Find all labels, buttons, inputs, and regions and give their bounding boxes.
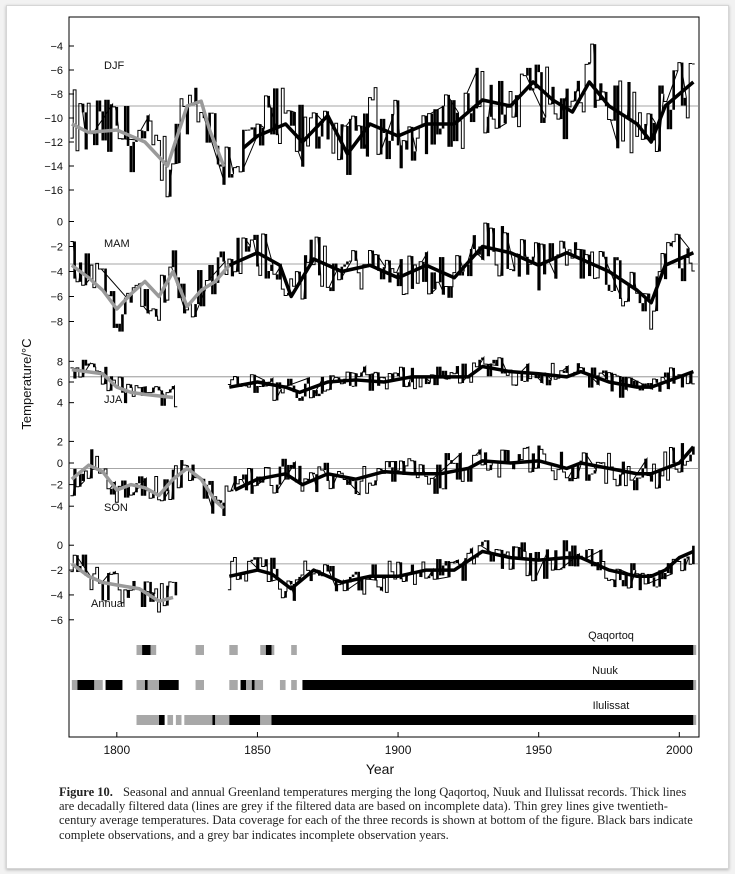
year-bar (442, 488, 445, 489)
year-bar (256, 386, 259, 393)
panel-label: MAM (104, 238, 130, 250)
year-bar (461, 271, 464, 275)
coverage-segment (167, 715, 173, 725)
year-bar (220, 251, 223, 257)
y-axis-label: Temperature/°C (19, 338, 34, 430)
coverage-segment (77, 680, 94, 690)
year-bar (118, 324, 121, 332)
coverage-segment (159, 680, 179, 690)
year-bar (453, 463, 456, 464)
x-tick-label: 2000 (665, 743, 693, 757)
year-bar (622, 377, 625, 398)
year-bar (298, 398, 301, 401)
panel-label: SON (104, 502, 128, 514)
panel-son (50, 436, 699, 516)
y-tick-label: −6 (50, 65, 63, 77)
year-bar (670, 110, 673, 129)
y-tick-label: −4 (50, 41, 63, 53)
year-bar (447, 453, 450, 460)
coverage-segment (106, 680, 123, 690)
year-bar (509, 269, 512, 270)
coverage-segment (142, 645, 150, 655)
coverage-segment (342, 645, 694, 655)
year-bar (447, 287, 450, 298)
year-bar (388, 462, 391, 468)
year-bar (101, 111, 104, 140)
x-tick-label: 1900 (384, 743, 412, 757)
panel-label: JJA (104, 394, 123, 406)
x-tick-label: 1950 (525, 743, 553, 757)
year-bar (481, 542, 484, 546)
year-bar (85, 360, 88, 366)
year-bar (526, 68, 529, 76)
year-bar (543, 561, 546, 579)
figure-caption (59, 785, 699, 842)
panel-mam (50, 217, 699, 332)
year-bar (352, 386, 355, 387)
year-bar (262, 128, 265, 146)
y-tick-label: 2 (56, 436, 63, 449)
year-bar (251, 560, 254, 562)
year-bar (641, 303, 644, 311)
year-bar (689, 455, 692, 462)
year-bar (110, 104, 113, 152)
year-bar (571, 546, 574, 567)
year-bar (436, 465, 439, 494)
y-tick-label: −4 (50, 501, 63, 514)
coverage-segment (137, 715, 160, 725)
coverage-segment (280, 680, 286, 690)
year-bar (211, 113, 214, 114)
year-bar (259, 386, 262, 387)
year-bar (144, 289, 147, 306)
year-bar (355, 572, 358, 575)
year-bar (504, 450, 507, 462)
year-bar (267, 271, 270, 279)
coverage-segment (266, 645, 272, 655)
figure-frame (6, 5, 729, 869)
coverage-segment (260, 715, 271, 725)
year-bar (622, 580, 625, 586)
coverage-segment (693, 680, 696, 690)
coverage-segment (196, 680, 204, 690)
coverage-segment (94, 680, 102, 690)
year-bar (130, 146, 133, 172)
y-tick-label: −10 (44, 113, 63, 125)
year-bar (501, 81, 504, 115)
year-bar (692, 63, 695, 64)
y-tick-label: −4 (50, 589, 63, 602)
year-bar (253, 235, 256, 240)
year-bar (138, 476, 141, 483)
coverage-segment (229, 680, 237, 690)
coverage-segment (272, 715, 694, 725)
year-bar (431, 272, 434, 293)
coverage-segment (291, 645, 297, 655)
year-bar (537, 552, 540, 559)
x-tick-label: 1850 (244, 743, 271, 757)
year-bar (594, 368, 597, 376)
year-bar (242, 474, 245, 479)
year-bar (540, 72, 543, 123)
year-bar (684, 258, 687, 281)
year-bar (568, 478, 571, 481)
year-bar (329, 287, 332, 291)
figure-label: Figure 10. (59, 785, 113, 799)
coverage-label: Qaqortoq (588, 630, 634, 642)
year-bar (208, 481, 211, 485)
year-bar (608, 285, 611, 291)
year-bar (132, 142, 135, 172)
year-bar (473, 108, 476, 122)
year-bar (172, 250, 175, 267)
panel-djf (44, 41, 699, 197)
year-step-line (70, 443, 689, 516)
year-bar (639, 478, 642, 479)
year-bar (163, 398, 166, 406)
year-bar (672, 70, 675, 109)
y-tick-label: 6 (56, 377, 63, 389)
caption-text: Seasonal and annual Greenland temperatures merging the long Qaqortoq, Nuuk and Ilulissat records. Thick lines are decadally filtered data (lines are grey if the filtered data are based on incomplete data). Thin grey lines give twentieth-century average temperatures. Data coverage for each of the three records is shown at bottom of the figure. Black bars indicate complete observations, and a grey bar indicates incomplete observation years. (59, 785, 693, 842)
year-bar (110, 291, 113, 296)
year-bar (85, 253, 88, 285)
coverage-segment (184, 715, 212, 725)
year-bar (549, 380, 552, 386)
coverage-segment (148, 680, 159, 690)
year-bar (470, 113, 473, 122)
year-bar (439, 559, 442, 575)
coverage-segment (159, 715, 165, 725)
year-bar (197, 270, 200, 304)
year-bar (253, 557, 256, 560)
year-bar (439, 465, 442, 489)
year-bar (681, 268, 684, 281)
year-bar (678, 234, 681, 268)
year-bar (93, 134, 96, 146)
y-tick-label: −8 (50, 89, 63, 101)
year-bar (276, 274, 279, 279)
y-tick-label: −2 (50, 479, 63, 492)
year-bar (172, 582, 175, 583)
year-bar (146, 581, 149, 582)
y-tick-label: 0 (56, 216, 63, 229)
y-tick-label: 0 (56, 458, 63, 470)
y-tick-label: −2 (50, 565, 63, 578)
year-bar (464, 364, 467, 377)
coverage-segment (151, 645, 157, 655)
coverage-segment (255, 680, 263, 690)
year-bar (588, 474, 591, 480)
year-bar (116, 324, 119, 328)
coverage-segment (241, 680, 247, 690)
year-bar (251, 127, 254, 129)
year-bar (591, 474, 594, 475)
year-bar (175, 582, 178, 595)
year-bar (549, 243, 552, 260)
year-bar (352, 575, 355, 577)
coverage-segment (246, 680, 252, 690)
coverage-segment (196, 645, 204, 655)
year-bar (636, 478, 639, 491)
year-bar (343, 265, 346, 267)
coverage-segment (176, 715, 182, 725)
year-bar (121, 314, 124, 331)
year-bar (388, 141, 391, 159)
year-bar (613, 85, 616, 120)
year-bar (248, 246, 251, 251)
year-bar (563, 540, 566, 568)
panel-label: DJF (104, 60, 125, 72)
year-bar (214, 283, 217, 294)
year-bar (447, 95, 450, 147)
coverage-segment (302, 680, 693, 690)
year-bar (543, 117, 546, 122)
y-tick-label: 0 (56, 540, 63, 553)
coverage-segment (260, 645, 266, 655)
year-bar (661, 85, 664, 93)
year-bar (273, 558, 276, 569)
coverage-ilulissat (137, 700, 697, 725)
year-bar (580, 249, 583, 278)
panel-annual (50, 540, 699, 627)
year-bar (445, 561, 448, 565)
year-bar (611, 291, 614, 292)
year-bar (124, 481, 127, 498)
year-bar (107, 573, 110, 600)
year-bar (616, 257, 619, 260)
year-bar (144, 131, 147, 138)
year-bar (433, 478, 436, 493)
panel-jja (57, 356, 699, 409)
year-bar (391, 467, 394, 481)
coverage-label: Ilulissat (592, 700, 630, 712)
year-bar (301, 396, 304, 400)
year-bar (371, 564, 374, 576)
coverage-segment (215, 715, 229, 725)
x-axis-label: Year (365, 761, 395, 777)
year-bar (563, 371, 566, 373)
year-bar (99, 100, 102, 111)
year-bar (467, 265, 470, 276)
year-bar (431, 114, 434, 145)
coverage-segment (72, 680, 78, 690)
year-bar (551, 243, 554, 259)
year-bar (113, 291, 116, 328)
year-step-line (70, 546, 692, 612)
coverage-segment (272, 645, 275, 655)
year-bar (450, 287, 453, 298)
coverage-segment (137, 645, 143, 655)
year-bar (484, 540, 487, 541)
year-bar (270, 558, 273, 582)
coverage-label: Nuuk (592, 665, 618, 677)
year-bar (245, 130, 248, 131)
y-tick-label: −14 (44, 161, 63, 173)
year-bar (110, 489, 113, 495)
y-tick-label: 8 (56, 356, 63, 369)
year-bar (281, 459, 284, 467)
coverage-segment (252, 680, 255, 690)
coverage-qaqortoq (137, 630, 697, 655)
year-bar (324, 463, 327, 470)
coverage-segment (291, 680, 297, 690)
year-bar (692, 546, 695, 564)
year-bar (127, 106, 130, 146)
year-bar (346, 261, 349, 264)
year-bar (433, 109, 436, 144)
year-bar (414, 151, 417, 160)
y-tick-label: −4 (50, 266, 63, 279)
year-bar (594, 470, 597, 473)
year-bar (329, 566, 332, 572)
year-bar (633, 563, 636, 570)
year-bar (566, 540, 569, 551)
year-bar (602, 370, 605, 373)
y-tick-label: 4 (56, 397, 63, 410)
year-bar (537, 65, 540, 73)
year-bar (664, 373, 667, 378)
year-bar (211, 265, 214, 294)
coverage-segment (145, 680, 148, 690)
year-bar (428, 382, 431, 384)
year-bar (332, 375, 335, 376)
temperature-chart (7, 6, 728, 781)
year-bar (290, 111, 293, 126)
coverage-segment (212, 715, 215, 725)
y-tick-label: −8 (50, 316, 63, 329)
year-bar (222, 251, 225, 261)
year-bar (141, 130, 144, 138)
coverage-segment (229, 645, 237, 655)
year-bar (318, 137, 321, 149)
coverage-segment (229, 715, 260, 725)
year-bar (231, 174, 234, 178)
y-tick-label: −6 (50, 291, 63, 304)
year-bar (355, 481, 358, 494)
year-bar (492, 360, 495, 364)
year-bar (588, 549, 591, 550)
coverage-nuuk (72, 665, 696, 690)
filtered-line-incomplete (72, 465, 224, 508)
year-bar (104, 100, 107, 141)
y-tick-label: −6 (50, 614, 63, 627)
year-bar (318, 394, 321, 396)
year-bar (248, 130, 251, 131)
panel-label: Annual (91, 598, 126, 610)
y-tick-label: −12 (44, 137, 63, 149)
year-bar (121, 481, 124, 487)
year-bar (96, 100, 99, 145)
coverage-segment (693, 645, 696, 655)
year-bar (523, 381, 526, 382)
year-bar (633, 480, 636, 490)
y-tick-label: −16 (44, 185, 63, 197)
x-tick-label: 1800 (103, 743, 131, 757)
y-tick-label: −2 (50, 241, 63, 254)
year-bar (436, 109, 439, 134)
coverage-segment (693, 715, 696, 725)
year-bar (298, 105, 301, 152)
year-bar (656, 586, 659, 587)
filtered-line-incomplete (72, 101, 224, 166)
year-bar (439, 129, 442, 135)
coverage-segment (137, 680, 145, 690)
year-bar (107, 100, 110, 152)
